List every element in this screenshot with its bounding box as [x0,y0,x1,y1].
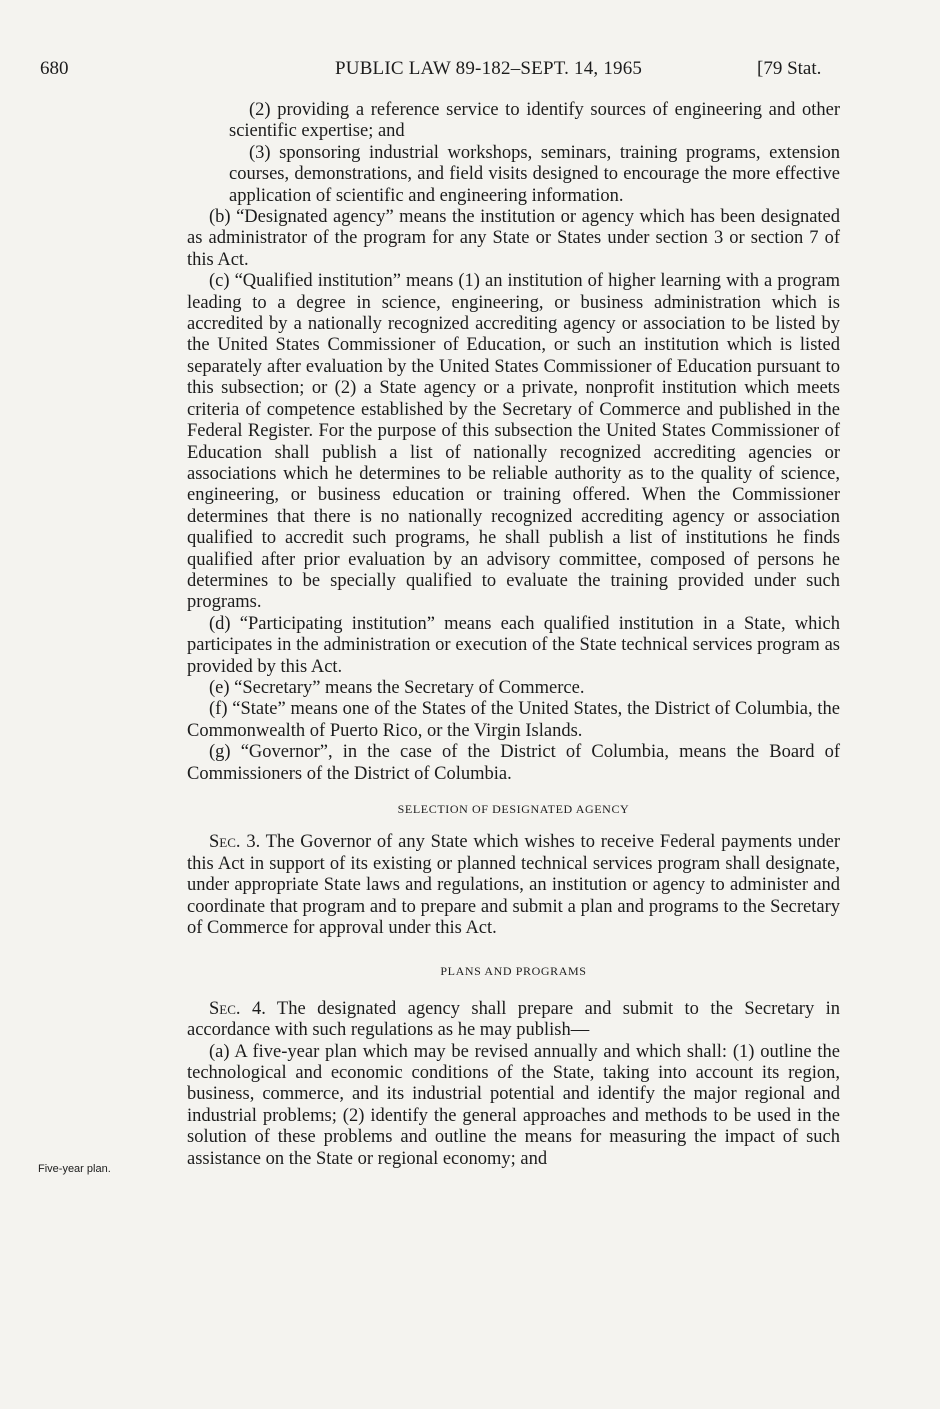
paragraph-item-3: (3) sponsoring industrial workshops, seminars, training programs, extension courses, demonstrations, and field visits designed to encourage the more effective application of scientific and engineering information. [229,142,840,206]
definition-f: (f) “State” means one of the States of the United States, the District of Columbia, the Commonwealth of Puerto Rico, or the Virgin Islands. [187,699,840,741]
page-number: 680 [40,58,69,79]
statute-reference: [79 Stat. [757,58,822,79]
section-3 [187,832,840,939]
definition-b: (b) “Designated agency” means the institution or agency which has been designated as administrator of the program for any State or States under section 3 or section 7 of this Act. [187,207,840,270]
definition-g: (g) “Governor”, in the case of the District of Columbia, means the Board of Commissioners of the District of Columbia. [187,742,840,784]
margin-note-five-year-plan: Five-year plan. [38,1163,111,1175]
section-3-text: The Governor of any State which wishes to receive Federal payments under this Act in support of its existing or planned technical services program shall designate, under appropriate State laws and regulations, an institution or agency to administer and coordinate that program and to prepare and submit a plan and programs to the Secretary of Commerce for approval under this Act. [187,832,841,939]
heading-selection-of-designated-agency: SELECTION OF DESIGNATED AGENCY [397,802,630,816]
heading-plans-and-programs: PLANS AND PROGRAMS [440,964,587,979]
section-3-label: Sec. 3. [209,832,261,853]
section-4-text: The designated agency shall prepare and submit to the Secretary in accordance with such regulations as he may publish— [187,998,841,1041]
definition-e: (e) “Secretary” means the Secretary of Commerce. [209,677,585,698]
section-4 [187,999,840,1042]
page-header [0,58,940,86]
section-4-a: (a) A five-year plan which may be revised annually and which shall: (1) outline the technological and economic conditions of the State, taking into account its region, business, commerce, and its industrial potential and identify the major regional and industrial problems; (2) identify the general approaches and methods to be used in the solution of these problems and outline the means for measuring the impact of such assistance on the State or regional economy; and [187,1041,840,1169]
running-title: PUBLIC LAW 89-182–SEPT. 14, 1965 [335,58,643,79]
section-4-label: Sec. 4. [209,998,266,1019]
document-body [187,100,840,1170]
definition-d: (d) “Participating institution” means each qualified institution in a State, which participates in the administration or execution of the State technical services program as provided by this Act. [187,613,840,677]
paragraph-item-2: (2) providing a reference service to identify sources of engineering and other scientific expertise; and [229,100,840,142]
definition-c: (c) “Qualified institution” means (1) an institution of higher learning with a program leading to a degree in science, engineering, or business administration which is accredited by a nationally recognized accrediting agency or association to be listed by the United States Commissioner of Education, or such an institution which is listed separately after evaluation by the United States Commissioner of Education pursuant to this subsection; or (2) a State agency or a private, nonprofit institution which meets criteria of competence established by the Secretary of Commerce and published in the Federal Register. For the purpose of this subsection the United States Commissioner of Education shall publish a list of nationally recognized accrediting agencies or associations which he determines to be reliable authority as to the quality of science, engineering, or business education or training offered. When the Commissioner determines that there is no nationally recognized accrediting agency or association qualified to accredit such programs, he shall publish a list of institutions he finds qualified after prior evaluation by an advisory committee, composed of persons he determines to be specially qualified to evaluate the training provided under such programs. [187,271,840,613]
